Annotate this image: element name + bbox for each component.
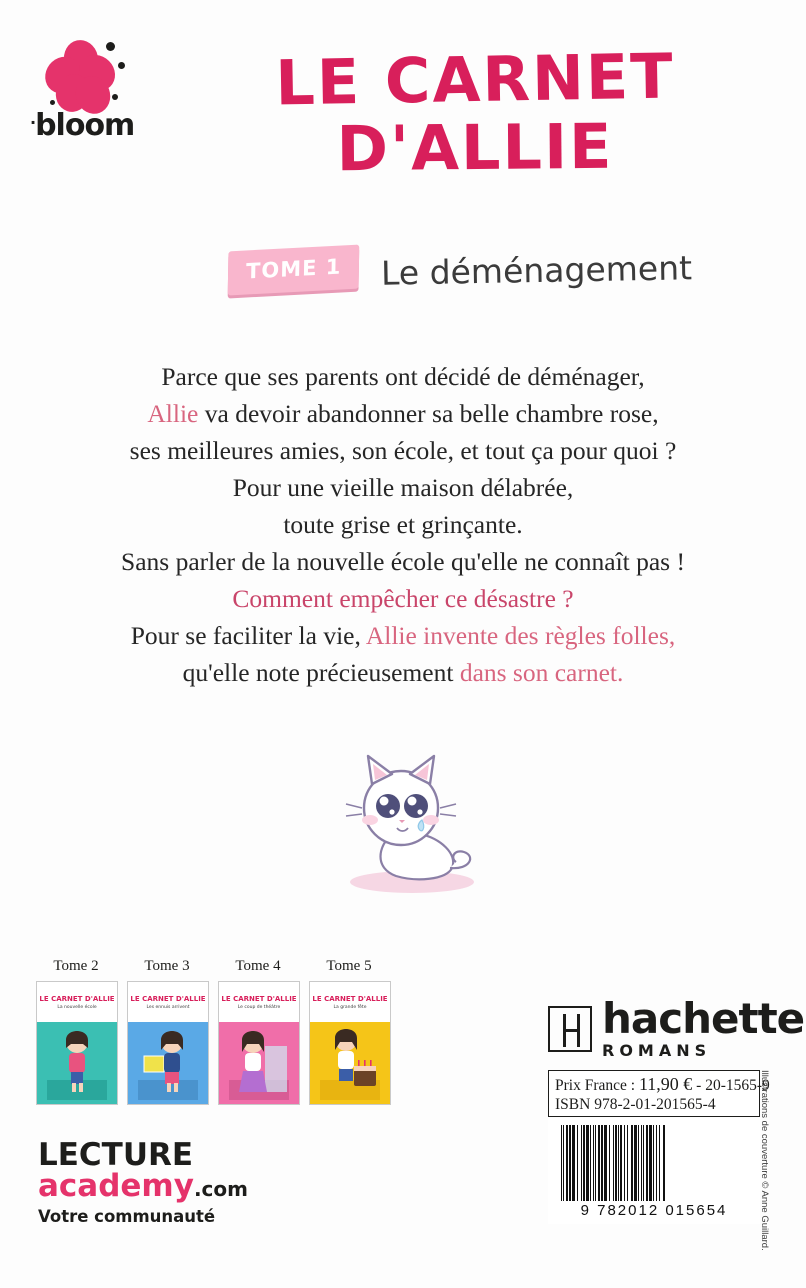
subtitle: Le déménagement [380, 247, 693, 293]
volume-cover-title: LE CARNET D'ALLIE [130, 994, 206, 1003]
barcode-number: 9 782012 015654 [580, 1202, 728, 1219]
volume-cover-subtitle: Le coup de théâtre [237, 1004, 281, 1010]
volume-cover-title: LE CARNET D'ALLIE [39, 994, 115, 1003]
title-line-2: D'ALLIE [336, 110, 614, 186]
blurb-line-3: ses meilleures amies, son école, et tout ça pour quoi ? [129, 436, 677, 465]
lecture-academy-domain: .com [193, 1177, 248, 1201]
volume-cover[interactable] [218, 981, 300, 1105]
volume-cover-art [310, 1022, 390, 1104]
price-value: 11,90 € [638, 1074, 693, 1094]
publisher-name: hachette [602, 994, 805, 1043]
blurb-line-8 [48, 617, 758, 654]
lecture-academy-word: academy [38, 1168, 194, 1204]
publisher-imprint: ROMANS [602, 1041, 712, 1060]
other-volumes-list [36, 958, 389, 1105]
volume-cover-art [37, 1022, 117, 1104]
volume-label: Tome 4 [235, 958, 281, 974]
volume-cover[interactable] [36, 981, 118, 1105]
price-label: Prix France : [555, 1077, 636, 1094]
volume-thumb[interactable] [309, 958, 389, 1105]
volume-cover-header [128, 982, 208, 1022]
cat-icon [300, 742, 510, 902]
girl-illustration-icon [138, 1022, 198, 1100]
barcode-bars [561, 1125, 749, 1201]
blurb-line-2 [48, 395, 758, 432]
blurb-line-8-highlight: Allie invente des règles folles, [365, 621, 676, 650]
title-line-1: LE CARNET [274, 39, 676, 120]
blurb-line-7: Comment empêcher ce désastre ? [232, 584, 574, 613]
blurb-line-9-highlight: dans son carnet. [459, 658, 624, 687]
blurb-line-1: Parce que ses parents ont décidé de déménager, [161, 362, 645, 391]
subtitle-row [140, 248, 780, 292]
volume-thumb[interactable] [36, 958, 116, 1105]
volume-cover-art [128, 1022, 208, 1104]
volume-label: Tome 3 [144, 958, 190, 974]
volume-cover-title: LE CARNET D'ALLIE [221, 994, 297, 1003]
blurb-line-2-rest: va devoir abandonner sa belle chambre rose, [198, 399, 659, 428]
price-code: - 20-1565-9 [696, 1077, 770, 1094]
volume-thumb[interactable] [127, 958, 207, 1105]
volume-thumb[interactable] [218, 958, 298, 1105]
illustration-credit: Illustrations de couverture © Anne Guillard. [759, 1070, 770, 1251]
barcode [548, 1118, 760, 1224]
blurb [48, 358, 758, 691]
lecture-academy-logo[interactable] [38, 1137, 248, 1226]
isbn-line: ISBN 978-2-01-201565-4 [555, 1096, 716, 1113]
blurb-highlight-allie: Allie [147, 399, 199, 428]
volume-cover-art [219, 1022, 299, 1104]
bloom-wordmark: .bloom [30, 108, 135, 143]
blurb-line-9-a: qu'elle note précieusement [182, 658, 460, 687]
price-line [555, 1074, 770, 1095]
volume-cover-subtitle: La nouvelle école [57, 1004, 97, 1010]
volume-label: Tome 5 [326, 958, 372, 974]
volume-cover[interactable] [309, 981, 391, 1105]
tome-badge: TOME 1 [228, 245, 360, 296]
bloom-logo [26, 36, 148, 154]
blurb-line-9 [48, 654, 758, 691]
price-isbn-box [548, 1070, 770, 1117]
lecture-academy-line-2 [38, 1168, 248, 1205]
hachette-h-icon [548, 1006, 592, 1052]
blurb-line-8-a: Pour se faciliter la vie, [130, 621, 366, 650]
volume-cover-title: LE CARNET D'ALLIE [312, 994, 388, 1003]
publisher-logo [548, 994, 805, 1060]
blurb-line-6: Sans parler de la nouvelle école qu'elle ne connaît pas ! [121, 547, 685, 576]
lecture-academy-line-1: LECTURE [38, 1137, 194, 1173]
volume-cover-header [37, 982, 117, 1022]
cat-illustration [300, 742, 510, 902]
volume-cover-header [219, 982, 299, 1022]
girl-illustration-icon [229, 1022, 289, 1100]
volume-label: Tome 2 [53, 958, 99, 974]
title-block [160, 39, 790, 186]
lecture-academy-tagline: Votre communauté [38, 1207, 216, 1226]
girl-illustration-icon [47, 1022, 107, 1100]
volume-cover-subtitle: Les ennuis arrivent [146, 1004, 190, 1010]
girl-illustration-icon [320, 1022, 380, 1100]
blurb-line-4: Pour une vieille maison délabrée, [232, 473, 574, 502]
volume-cover-subtitle: La grande fête [333, 1004, 367, 1010]
volume-cover-header [310, 982, 390, 1022]
volume-cover[interactable] [127, 981, 209, 1105]
flower-icon [46, 40, 118, 112]
blurb-line-5: toute grise et grinçante. [283, 510, 523, 539]
